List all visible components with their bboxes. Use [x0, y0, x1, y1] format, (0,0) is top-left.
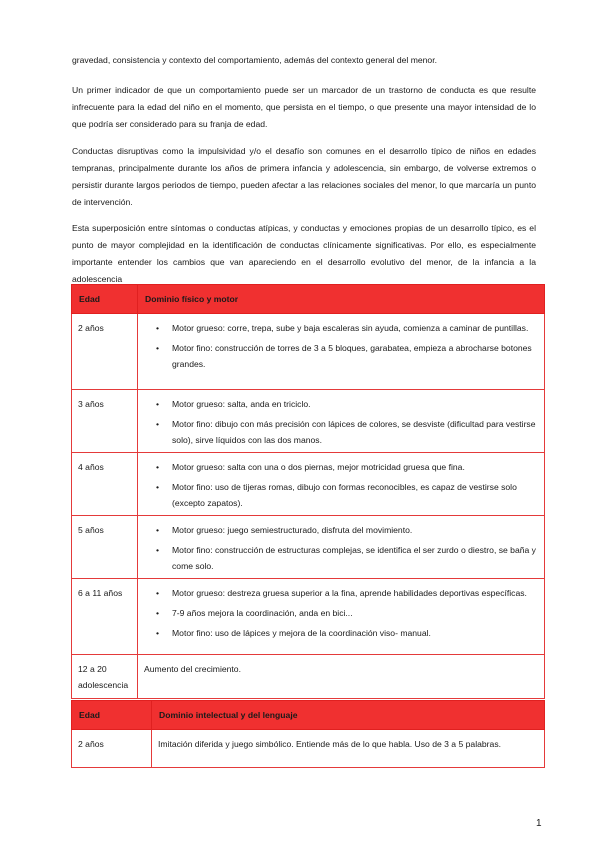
- description-cell: Imitación diferida y juego simbólico. Entiende más de lo que habla. Uso de 3 a 5 palabras.: [152, 730, 545, 768]
- list-item: • Motor grueso: juego semiestructurado, disfruta del movimiento.: [172, 522, 538, 538]
- table-row: [72, 390, 545, 453]
- header-domain: Dominio intelectual y del lenguaje: [152, 701, 545, 730]
- list-item: • Motor grueso: salta, anda en triciclo.: [172, 396, 538, 412]
- physical-motor-table: [71, 284, 545, 699]
- age-cell: [72, 655, 138, 699]
- list-item: • Motor fino: uso de lápices y mejora de la coordinación viso- manual.: [172, 625, 538, 641]
- age-range: 12 a 20: [78, 664, 107, 674]
- milestones-cell: [138, 390, 545, 453]
- header-age: Edad: [72, 285, 138, 314]
- table-row: [72, 730, 545, 768]
- table-row: [72, 314, 545, 390]
- paragraph-4: Esta superposición entre síntomas o conductas atípicas, y conductas y emociones propias de un desarrollo típico, es el punto de mayor complejidad en la identificación de conductas clínicamente significativas. Por ello, es especialmente importante entender los cambios que van apareciendo en el desarrollo evolutivo del menor, de la infancia a la adolescencia: [72, 223, 536, 284]
- intellectual-language-table: [71, 700, 545, 768]
- list-item: • Motor grueso: salta con una o dos piernas, mejor motricidad gruesa que fina.: [172, 459, 538, 475]
- milestones-cell: [138, 453, 545, 516]
- table-header-row: [72, 701, 545, 730]
- paragraph-3: Conductas disruptivas como la impulsividad y/o el desafío son comunes en el desarrollo típico de niños en edades tempranas, principalmente durante los años de primera infancia y adolescencia, sin embargo, de volverse extremos o persistir durante largos periodos de tiempo, pueden afectar a las relaciones sociales del menor, lo que marcaría un punto de intervención.: [72, 146, 536, 207]
- age-label: adolescencia: [78, 680, 129, 690]
- table-row: [72, 516, 545, 579]
- paragraph-1: gravedad, consistencia y contexto del comportamiento, además del contexto general del menor.: [72, 55, 437, 65]
- milestones-cell: [138, 516, 545, 579]
- age-cell: 6 a 11 años: [72, 579, 138, 655]
- table-header-row: [72, 285, 545, 314]
- header-age: Edad: [72, 701, 152, 730]
- table-row: [72, 453, 545, 516]
- age-cell: 5 años: [72, 516, 138, 579]
- page-number: 1: [536, 818, 542, 829]
- milestones-cell: [138, 579, 545, 655]
- age-cell: 2 años: [72, 314, 138, 390]
- header-domain: Dominio físico y motor: [138, 285, 545, 314]
- milestones-cell: Aumento del crecimiento.: [138, 655, 545, 699]
- age-cell: 3 años: [72, 390, 138, 453]
- list-item: • Motor fino: dibujo con más precisión con lápices de colores, se desviste (dificultad para vestirse solo), sirve líquidos con las dos manos.: [172, 416, 538, 448]
- list-item: • Motor grueso: corre, trepa, sube y baja escaleras sin ayuda, comienza a caminar de puntillas.: [172, 320, 538, 336]
- list-item: • Motor grueso: destreza gruesa superior a la fina, aprende habilidades deportivas específicas.: [172, 585, 538, 601]
- age-cell: 4 años: [72, 453, 138, 516]
- paragraph-2: Un primer indicador de que un comportamiento puede ser un marcador de un trastorno de conducta es que resulte infrecuente para la edad del niño en el momento, que persista en el tiempo, o que presente una mayor intensidad de lo que podría ser considerado para su franja de edad.: [72, 85, 536, 129]
- list-item: • 7-9 años mejora la coordinación, anda en bici...: [172, 605, 538, 621]
- table-row: [72, 655, 545, 699]
- list-item: • Motor fino: uso de tijeras romas, dibujo con formas reconocibles, es capaz de vestirse solo (excepto zapatos).: [172, 479, 538, 511]
- list-item: • Motor fino: construcción de estructuras complejas, se identifica el ser zurdo o diestro, se baña y come solo.: [172, 542, 538, 574]
- milestones-cell: [138, 314, 545, 390]
- age-cell: 2 años: [72, 730, 152, 768]
- list-item: • Motor fino: construcción de torres de 3 a 5 bloques, garabatea, empieza a abrocharse botones grandes.: [172, 340, 538, 372]
- table-row: [72, 579, 545, 655]
